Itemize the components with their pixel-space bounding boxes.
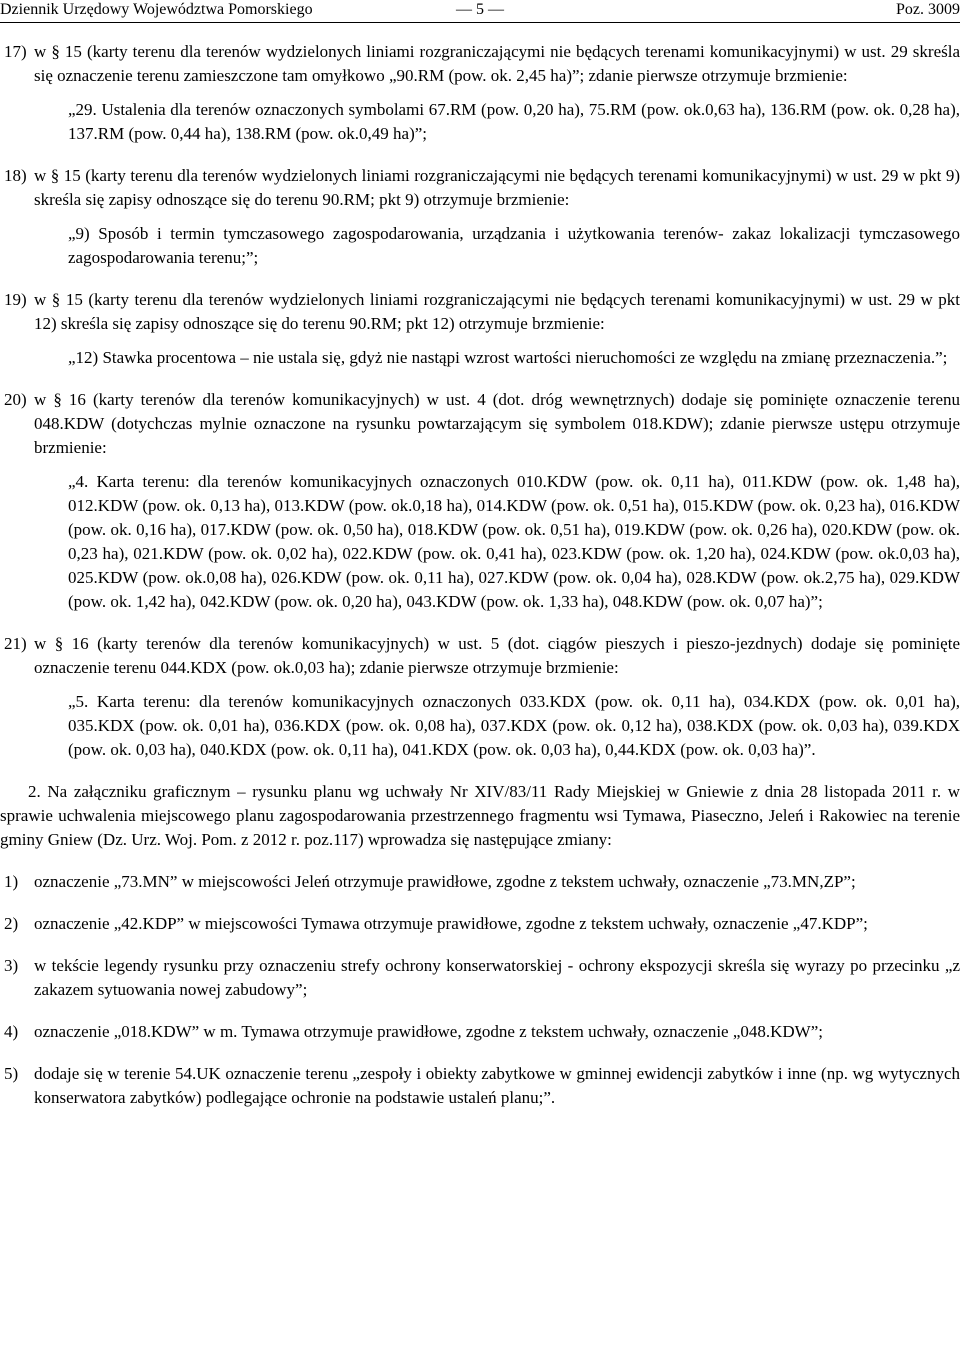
- item-text: oznaczenie „018.KDW” w m. Tymawa otrzymuje prawidłowe, zgodne z tekstem uchwały, oznaczenie „048.KDW”;: [34, 1022, 823, 1041]
- amendment-item-20: [0, 388, 960, 614]
- item-text: w § 15 (karty terenu dla terenów wydzielonych liniami rozgraniczającymi nie będących terenami komunikacyjnymi) w ust. 29 w pkt 9) skreśla się zapisy odnoszące się do terenu 90.RM; pkt 9) otrzymuje brzmienie:: [34, 166, 960, 209]
- change-item-3: [0, 954, 960, 1002]
- item-text: w § 15 (karty terenu dla terenów wydzielonych liniami rozgraniczającymi nie będących terenami komunikacyjnymi) w ust. 29 w pkt 12) skreśla się zapisy odnoszące się do terenu 90.RM; pkt 12) otrzymuje brzmienie:: [34, 290, 960, 333]
- item-number: 5): [4, 1064, 19, 1083]
- position-number: Poz. 3009: [896, 1, 960, 18]
- item-number: 18): [4, 166, 27, 185]
- item-quote: „4. Karta terenu: dla terenów komunikacyjnych oznaczonych 010.KDW (pow. ok. 0,11 ha), 011.KDW (pow. ok. 1,48 ha), 012.KDW (pow. ok. 0,13 ha), 013.KDW (pow. ok.0,18 ha), 014.KDW (pow. ok. 0,51 ha), 015.KDW (pow. ok. 0,23 ha), 016.KDW (pow. ok. 0,16 ha), 017.KDW (pow. ok. 0,50 ha), 018.KDW (pow. ok. 0,51 ha), 019.KDW (pow. ok. 0,26 ha), 020.KDW (pow. ok. 0,23 ha), 021.KDW (pow. ok. 0,02 ha), 022.KDW (pow. ok. 0,41 ha), 023.KDW (pow. ok. 1,20 ha), 024.KDW (pow. ok.0,03 ha), 025.KDW (pow. ok.0,08 ha), 026.KDW (pow. ok. 0,11 ha), 027.KDW (pow. ok. 0,04 ha), 028.KDW (pow. ok.2,75 ha), 029.KDW (pow. ok. 1,42 ha), 042.KDW (pow. ok. 0,20 ha), 043.KDW (pow. ok. 1,33 ha), 048.KDW (pow. ok. 0,07 ha)”;: [68, 472, 960, 611]
- item-text: dodaje się w terenie 54.UK oznaczenie terenu „zespoły i obiekty zabytkowe w gminnej ewidencji zabytków i inne (np. wg wytycznych konserwatora zabytków) podlegające ochronie na podstawie ustaleń planu;”.: [34, 1064, 960, 1107]
- page-number: — 5 —: [456, 1, 504, 18]
- amendment-item-21: [0, 632, 960, 762]
- document-body: [0, 40, 960, 1110]
- section-2-paragraph: 2. Na załączniku graficznym – rysunku planu wg uchwały Nr XIV/83/11 Rady Miejskiej w Gniewie z dnia 28 listopada 2011 r. w sprawie uchwalenia miejscowego planu zagospodarowania przestrzennego fragmentu wsi Tymawa, Piaseczno, Jeleń i Rakowiec na terenie gminy Gniew (Dz. Urz. Woj. Pom. z 2012 r. poz.117) wprowadza się następujące zmiany:: [0, 782, 960, 849]
- item-number: 17): [4, 42, 27, 61]
- item-quote: „29. Ustalenia dla terenów oznaczonych symbolami 67.RM (pow. 0,20 ha), 75.RM (pow. ok.0,63 ha), 136.RM (pow. ok. 0,28 ha), 137.RM (pow. 0,44 ha), 138.RM (pow. ok.0,49 ha)”;: [68, 100, 960, 143]
- item-number: 1): [4, 872, 19, 891]
- item-quote: „5. Karta terenu: dla terenów komunikacyjnych oznaczonych 033.KDX (pow. ok. 0,11 ha), 034.KDX (pow. ok. 0,01 ha), 035.KDX (pow. ok. 0,01 ha), 036.KDX (pow. ok. 0,08 ha), 037.KDX (pow. ok. 0,12 ha), 038.KDX (pow. ok. 0,03 ha), 039.KDX (pow. ok. 0,03 ha), 040.KDX (pow. ok. 0,11 ha), 041.KDX (pow. ok. 0,03 ha), 0,44.KDX (pow. ok. 0,03 ha)”.: [68, 692, 960, 759]
- journal-title: Dziennik Urzędowy Województwa Pomorskiego: [0, 1, 313, 18]
- item-number: 3): [4, 956, 19, 975]
- item-quote: „12) Stawka procentowa – nie ustala się, gdyż nie nastąpi wzrost wartości nieruchomości ze względu na zmianę przeznaczenia.”;: [68, 348, 948, 367]
- change-item-2: [0, 912, 960, 936]
- item-text: oznaczenie „73.MN” w miejscowości Jeleń otrzymuje prawidłowe, zgodne z tekstem uchwały, oznaczenie „73.MN,ZP”;: [34, 872, 856, 891]
- item-text: oznaczenie „42.KDP” w miejscowości Tymawa otrzymuje prawidłowe, zgodne z tekstem uchwały, oznaczenie „47.KDP”;: [34, 914, 868, 933]
- change-item-1: [0, 870, 960, 894]
- item-text: w § 15 (karty terenu dla terenów wydzielonych liniami rozgraniczającymi nie będących terenami komunikacyjnymi) w ust. 29 skreśla się oznaczenie terenu zamieszczone tam omyłkowo „90.RM (pow. ok. 2,45 ha)”; zdanie pierwsze otrzymuje brzmienie:: [34, 42, 960, 85]
- item-number: 21): [4, 634, 27, 653]
- item-text: w § 16 (karty terenów dla terenów komunikacyjnych) w ust. 4 (dot. dróg wewnętrznych) dodaje się pominięte oznaczenie terenu 048.KDW (dotychczas mylnie oznaczone na rysunku powtarzającym się symbolem 018.KDW); zdanie pierwsze ustępu otrzymuje brzmienie:: [34, 390, 960, 457]
- item-text: w § 16 (karty terenów dla terenów komunikacyjnych) w ust. 5 (dot. ciągów pieszych i pieszo-jezdnych) dodaje się pominięte oznaczenie terenu 044.KDX (pow. ok.0,03 ha); zdanie pierwsze otrzymuje brzmienie:: [34, 634, 960, 677]
- amendment-item-17: [0, 40, 960, 146]
- page-header: [0, 0, 960, 23]
- item-number: 19): [4, 290, 27, 309]
- change-item-5: [0, 1062, 960, 1110]
- amendment-item-18: [0, 164, 960, 270]
- item-text: w tekście legendy rysunku przy oznaczeniu strefy ochrony konserwatorskiej - ochrony ekspozycji skreśla się wyrazy po przecinku „z zakazem sytuowania nowej zabudowy”;: [34, 956, 960, 999]
- change-item-4: [0, 1020, 960, 1044]
- item-number: 4): [4, 1022, 19, 1041]
- item-quote: „9) Sposób i termin tymczasowego zagospodarowania, urządzania i użytkowania terenów- zakaz lokalizacji tymczasowego zagospodarowania terenu;”;: [68, 224, 960, 267]
- item-number: 20): [4, 390, 27, 409]
- amendment-item-19: [0, 288, 960, 370]
- item-number: 2): [4, 914, 19, 933]
